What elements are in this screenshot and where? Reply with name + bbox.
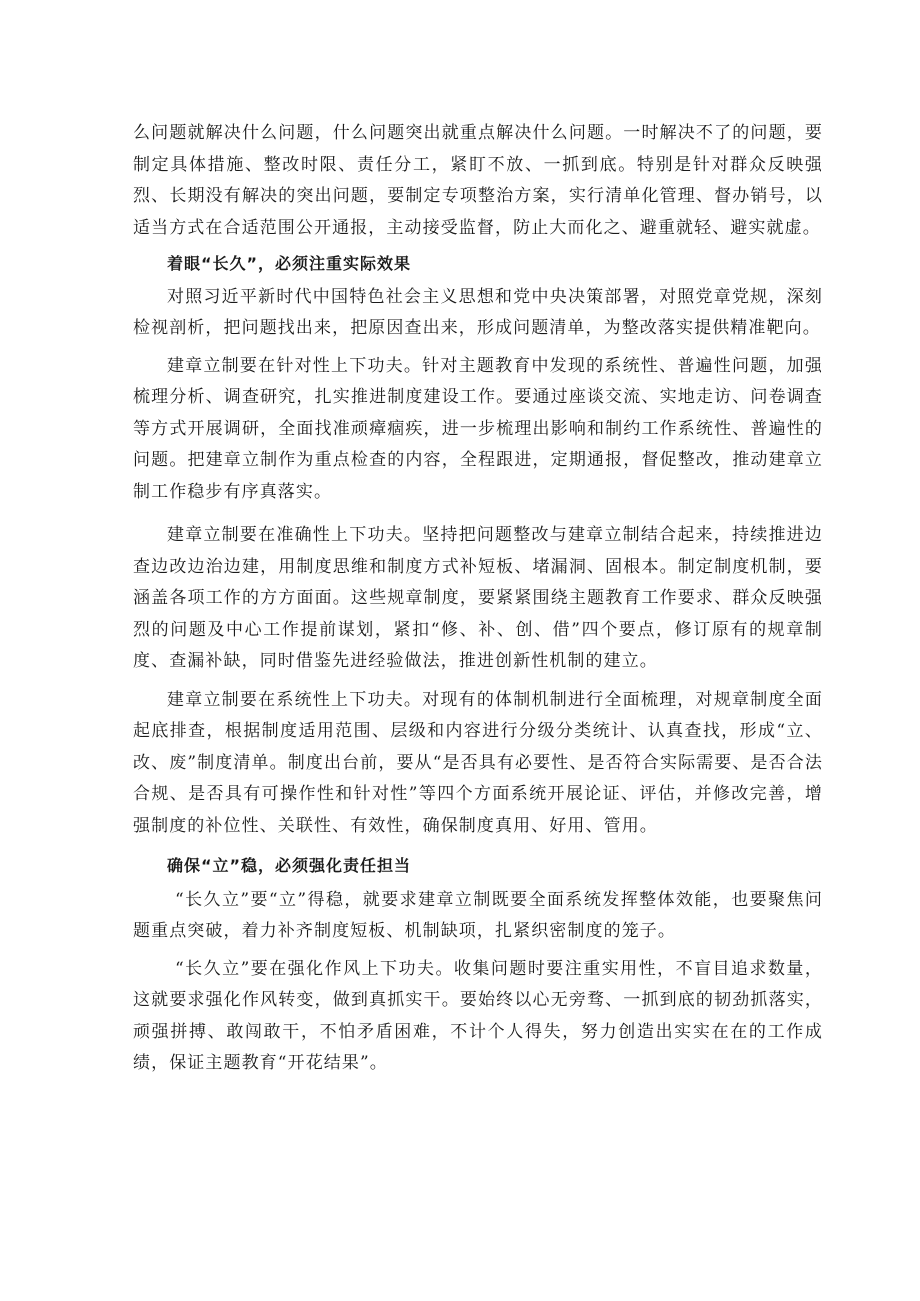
document-body [133,118,823,1087]
body-paragraph: 建章立制要在针对性上下功夫。针对主题教育中发现的系统性、普遍性问题，加强梳理分析、调查研究，扎实推进制度建设工作。要通过座谈交流、实地走访、问卷调查等方式开展调研，全面找准顽瘴痼疾，进一步梳理出影响和制约工作系统性、普遍性的问题。把建章立制作为重点检查的内容，全程跟进，定期通报，督促整改，推动建章立制工作稳步有序真落实。 [133,355,823,502]
body-paragraph: 建章立制要在准确性上下功夫。坚持把问题整改与建章立制结合起来，持续推进边查边改边治边建，用制度思维和制度方式补短板、堵漏洞、固根本。制定制度机制，要涵盖各项工作的方方面面。这些规章制度，要紧紧围绕主题教育工作要求、群众反映强烈的问题及中心工作提前谋划，紧扣“修、补、创、借”四个要点，修订原有的规章制度、查漏补缺，同时借鉴先进经验做法，推进创新性机制的建立。 [133,525,823,671]
body-paragraph: 么问题就解决什么问题，什么问题突出就重点解决什么问题。一时解决不了的问题，要制定具体措施、整改时限、责任分工，紧盯不放、一抓到底。特别是针对群众反映强烈、长期没有解决的突出问题，要制定专项整治方案，实行清单化管理、督办销号，以适当方式在合适范围公开通报，主动接受监督，防止大而化之、避重就轻、避实就虚。 [133,123,823,238]
body-paragraph: 建章立制要在系统性上下功夫。对现有的体制机制进行全面梳理，对规章制度全面起底排查，根据制度适用范围、层级和内容进行分级分类统计、认真查找，形成“立、改、废”制度清单。制度出台前，要从“是否具有必要性、是否符合实际需要、是否合法合规、是否具有可操作性和针对性”等四个方面系统开展论证、评估，并修改完善，增强制度的补位性、关联性、有效性，确保制度真用、好用、管用。 [133,689,823,836]
section-heading: 着眼“长久”，必须注重实际效果 [167,254,412,273]
body-paragraph: “长久立”要在强化作风上下功夫。收集问题时要注重实用性，不盲目追求数量，这就要求强化作风转变，做到真抓实干。要始终以心无旁骛、一抓到底的韧劲抓落实，顽强拼搏、敢闯敢干，不怕矛盾困难，不计个人得失，努力创造出实实在在的工作成绩，保证主题教育“开花结果”。 [133,958,823,1073]
section-heading: 确保“立”稳，必须强化责任担当 [167,856,412,875]
body-paragraph: “长久立”要“立”得稳，就要求建章立制既要全面系统发挥整体效能，也要聚焦问题重点突破，着力补齐制度短板、机制缺项，扎紧织密制度的笼子。 [133,889,823,941]
body-paragraph: 对照习近平新时代中国特色社会主义思想和党中央决策部署，对照党章党规，深刻检视剖析，把问题找出来，把原因查出来，形成问题清单，为整改落实提供精准靶向。 [133,286,823,338]
